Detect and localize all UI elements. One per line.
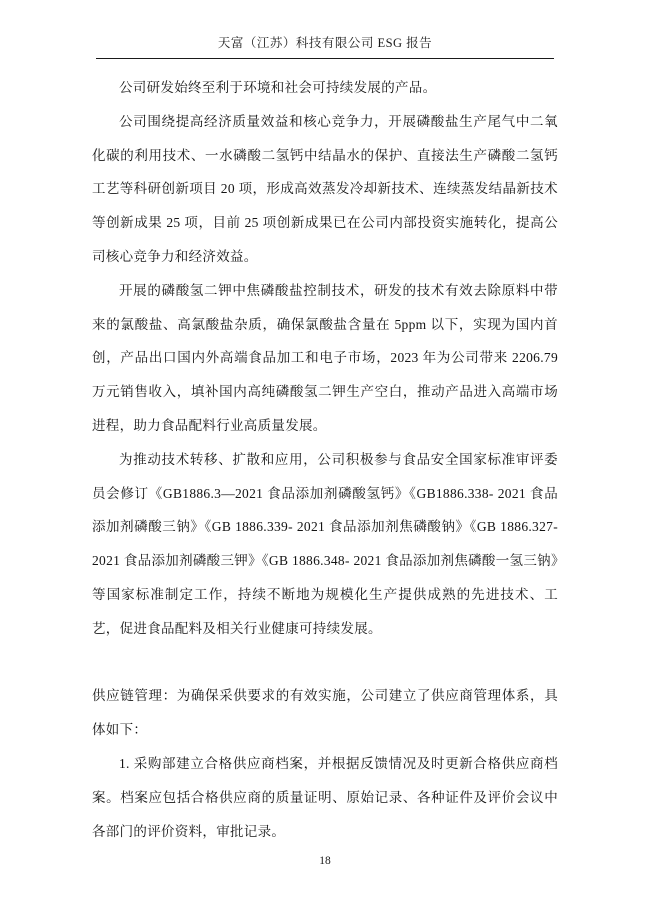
paragraph-intro: 公司研发始终至利于环境和社会可持续发展的产品。 [119, 80, 437, 95]
paragraph-pyrophosphate-control: 开展的磷酸氢二钾中焦磷酸盐控制技术，研发的技术有效去除原料中带来的氯酸盐、高氯酸盐杂质，确保氯酸盐含量在 5ppm 以下，实现为国内首创，产品出口国内外高端食品加工和电子市场，2023 年为公司带来 2206.79 万元销售收入，填补国内高纯磷酸氢二钾生产空白，推动产品进入高端市场进程，助力食品配料行业高质量发展。 [92, 282, 558, 433]
paragraph-national-standards: 为推动技术转移、扩散和应用，公司积极参与食品安全国家标准审评委员会修订《GB1886.3—2021 食品添加剂磷酸氢钙》《GB1886.338- 2021 食品添加剂磷酸三钠》《GB 1886.339- 2021 食品添加剂焦磷酸钠》《GB 1886.327- 2021 食品添加剂磷酸三钾》《GB 1886.348- 2021 食品添加剂焦磷酸一氢三钠》等国家标准制定工作，持续不断地为规模化生产提供成熟的先进技术、工艺，促进食品配料及相关行业健康可持续发展。 [92, 451, 558, 636]
paragraph-innovation-projects: 公司围绕提高经济质量效益和核心竞争力，开展磷酸盐生产尾气中二氧化碳的利用技术、一水磷酸二氢钙中结晶水的保护、直接法生产磷酸二氢钙工艺等科研创新项目 20 项，形成高效蒸发冷却新技术、连续蒸发结晶新技术等创新成果 25 项，目前 25 项创新成果已在公司内部投资实施转化，提高公司核心竞争力和经济效益。 [92, 113, 558, 264]
paragraph-supplier-archive-item: 1. 采购部建立合格供应商档案，并根据反馈情况及时更新合格供应商档案。档案应包括合格供应商的质量证明、原始记录、各种证件及评价会议中各部门的评价资料，审批记录。 [92, 755, 558, 839]
paragraph-supply-chain-management: 供应链管理：为确保采供要求的有效实施，公司建立了供应商管理体系，具体如下： [92, 688, 558, 738]
page-footer [0, 851, 650, 869]
document-body [92, 71, 558, 848]
header-rule [96, 58, 554, 59]
page-header [0, 0, 650, 59]
page-number: 18 [319, 855, 331, 867]
header-title: 天富（江苏）科技有限公司 ESG 报告 [217, 36, 433, 50]
